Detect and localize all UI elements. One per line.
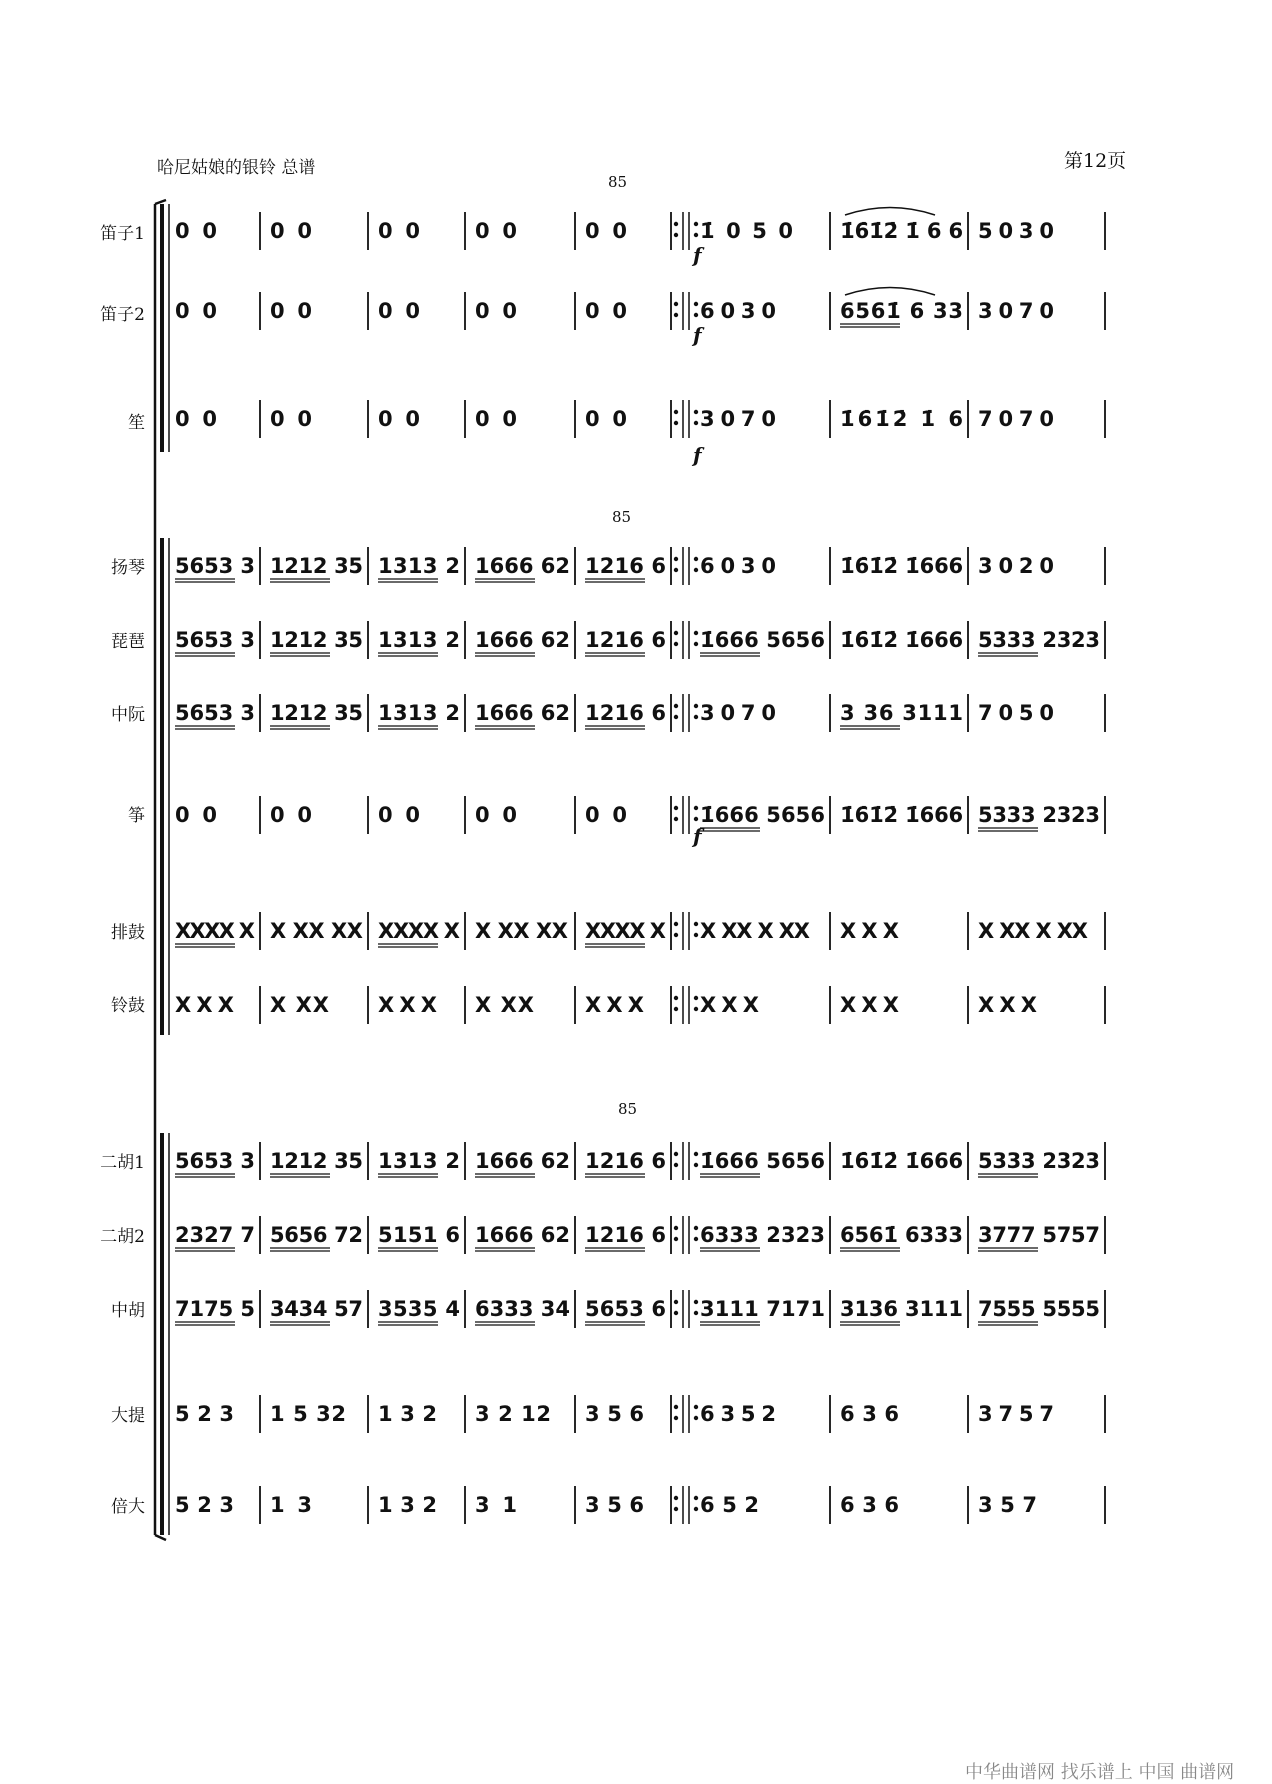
measure-notes: 0 0: [175, 219, 217, 243]
instrument-label: 笛子2: [100, 305, 145, 325]
measure-notes: 0 0: [475, 407, 517, 431]
repeat-dot: [674, 642, 678, 646]
measure-notes: 0 0: [270, 407, 312, 431]
measure-notes: 7 0 5 0: [978, 701, 1054, 725]
measure-notes: 0 0: [378, 407, 420, 431]
measure-notes: 1212 35: [270, 554, 363, 578]
measure-notes: 7175 5: [175, 1297, 255, 1321]
measure-notes: 0 0: [585, 803, 627, 827]
instrument-label: 排鼓: [111, 923, 145, 943]
repeat-dot: [694, 1300, 698, 1304]
measure-notes: 1̇666 5656: [700, 803, 825, 827]
measure-notes: 1216 6: [585, 1149, 666, 1173]
repeat-dot: [694, 1152, 698, 1156]
measure-notes: X XX X XX: [700, 919, 810, 943]
repeat-dot: [674, 922, 678, 926]
repeat-dot: [694, 1237, 698, 1241]
repeat-dot: [674, 817, 678, 821]
repeat-dot: [694, 806, 698, 810]
measure-notes: XXXX X: [175, 919, 255, 943]
repeat-dot: [694, 568, 698, 572]
measure-notes: 1313 2: [378, 701, 460, 725]
measure-notes: 0 0: [270, 299, 312, 323]
measure-notes: 5333 2323: [978, 803, 1100, 827]
instrument-label: 倍大: [111, 1497, 145, 1517]
measure-notes: 3434 57: [270, 1297, 363, 1321]
repeat-dot: [694, 1507, 698, 1511]
measure-notes: 1216 6: [585, 628, 666, 652]
repeat-dot: [674, 313, 678, 317]
dynamic-forte: f: [693, 243, 702, 267]
measure-notes: 3 5 6: [585, 1493, 644, 1517]
measure-notes: 1 3: [270, 1493, 312, 1517]
repeat-dot: [694, 817, 698, 821]
measure-notes: 5333 2323: [978, 628, 1100, 652]
repeat-dot: [694, 421, 698, 425]
repeat-dot: [694, 410, 698, 414]
repeat-dot: [694, 1226, 698, 1230]
measure-notes: 1̇6̇1̇2̇ 1̇666: [840, 803, 964, 827]
measure-notes: X XX: [270, 993, 329, 1017]
measure-notes: 7 0 7 0: [978, 407, 1054, 431]
repeat-dot: [674, 1416, 678, 1420]
repeat-dot: [674, 933, 678, 937]
measure-notes: 0 0: [378, 219, 420, 243]
measure-notes: 1212 35: [270, 701, 363, 725]
measure-notes: 6 3 6: [840, 1402, 899, 1426]
measure-notes: 2327 7: [175, 1223, 255, 1247]
measure-notes: 1 3 2: [378, 1402, 437, 1426]
measure-notes: X XX: [475, 993, 534, 1017]
measure-notes: 3 36 3111: [840, 701, 963, 725]
measure-notes: 6 0 3 0: [700, 554, 776, 578]
measure-notes: 1216 6: [585, 701, 666, 725]
measure-notes: 5333 2323: [978, 1149, 1100, 1173]
measure-notes: X X X: [840, 993, 899, 1017]
measure-notes: 5653 3: [175, 628, 255, 652]
measure-notes: X XX XX: [270, 919, 363, 943]
instrument-label: 铃鼓: [111, 996, 145, 1016]
instrument-label: 笙: [128, 413, 145, 433]
measure-notes: 1̇6̇1̇2̇ 1̇666: [840, 628, 964, 652]
repeat-dot: [694, 222, 698, 226]
measure-notes: 5653 6: [585, 1297, 666, 1321]
measure-notes: 0 0: [475, 803, 517, 827]
instrument-label: 筝: [128, 806, 145, 826]
repeat-dot: [694, 933, 698, 937]
instrument-label: 中阮: [111, 705, 145, 725]
repeat-dot: [694, 642, 698, 646]
repeat-dot: [674, 631, 678, 635]
slur: [845, 208, 935, 216]
measure-notes: 6561̇ 6333: [840, 1223, 963, 1247]
instrument-label: 琵琶: [111, 632, 145, 652]
instrument-label: 二胡1: [100, 1153, 145, 1173]
measure-notes: 5653 3: [175, 701, 255, 725]
measure-notes: 6 0 3 0: [700, 299, 776, 323]
measure-notes: 5 2 3: [175, 1402, 234, 1426]
measure-notes: 1̇6̇1̇2̇ 1̇ 6 6: [840, 219, 964, 243]
repeat-dot: [674, 704, 678, 708]
measure-notes: 5653 3: [175, 1149, 255, 1173]
repeat-dot: [694, 631, 698, 635]
repeat-dot: [694, 996, 698, 1000]
measure-notes: X XX XX: [475, 919, 568, 943]
footer-watermark: 中华曲谱网 找乐谱上 中国 曲谱网: [965, 1762, 1235, 1783]
repeat-dot: [674, 1405, 678, 1409]
measure-notes: 1̇6̇1̇2̇ 1̇666: [840, 1149, 964, 1173]
repeat-dot: [674, 1237, 678, 1241]
instrument-label: 大提: [111, 1406, 145, 1426]
measure-notes: XXXX X: [585, 919, 666, 943]
repeat-dot: [694, 1496, 698, 1500]
measure-notes: 1̇666 5656: [700, 1149, 825, 1173]
measure-notes: 3 1: [475, 1493, 517, 1517]
measure-notes: 3 5 6: [585, 1402, 644, 1426]
measure-notes: 0 0: [175, 299, 217, 323]
measure-notes: 3 5 7: [978, 1493, 1037, 1517]
measure-number: 85: [618, 1100, 638, 1118]
repeat-dot: [674, 1152, 678, 1156]
measure-notes: 1666 62: [475, 701, 570, 725]
measure-notes: 7555 5555: [978, 1297, 1100, 1321]
measure-notes: 0 0: [378, 803, 420, 827]
repeat-dot: [694, 313, 698, 317]
repeat-dot: [694, 1405, 698, 1409]
measure-notes: 3111 7171: [700, 1297, 825, 1321]
measure-notes: 1666 62: [475, 1149, 570, 1173]
measure-notes: X X X: [175, 993, 234, 1017]
repeat-dot: [674, 1163, 678, 1167]
instrument-label: 二胡2: [100, 1227, 145, 1247]
repeat-dot: [674, 1300, 678, 1304]
measure-notes: 0 0: [585, 407, 627, 431]
repeat-dot: [674, 1507, 678, 1511]
repeat-dot: [674, 1311, 678, 1315]
measure-notes: X X X: [700, 993, 759, 1017]
repeat-dot: [694, 1163, 698, 1167]
measure-notes: 1216 6: [585, 1223, 666, 1247]
repeat-dot: [674, 806, 678, 810]
repeat-dot: [674, 302, 678, 306]
repeat-dot: [674, 568, 678, 572]
repeat-dot: [694, 922, 698, 926]
measure-notes: 3136 3111: [840, 1297, 963, 1321]
measure-notes: 6561̇ 6 33: [840, 299, 963, 323]
repeat-dot: [674, 1496, 678, 1500]
measure-notes: 1̇ 0 5 0: [700, 219, 793, 243]
measure-notes: X X X: [978, 993, 1037, 1017]
measure-notes: X X X: [585, 993, 644, 1017]
repeat-dot: [694, 1416, 698, 1420]
measure-notes: 5151 6: [378, 1223, 460, 1247]
repeat-dot: [694, 704, 698, 708]
repeat-dot: [694, 557, 698, 561]
dynamic-forte: f: [693, 323, 702, 347]
measure-number: 85: [608, 173, 628, 191]
measure-notes: 6333 2323: [700, 1223, 825, 1247]
measure-notes: 5 0 3 0: [978, 219, 1054, 243]
measure-notes: 3535 4: [378, 1297, 460, 1321]
measure-notes: 1216 6: [585, 554, 666, 578]
measure-notes: 1313 2: [378, 628, 460, 652]
repeat-dot: [694, 715, 698, 719]
measure-notes: 1313 2: [378, 554, 460, 578]
repeat-dot: [694, 1311, 698, 1315]
measure-notes: 0 0: [175, 407, 217, 431]
page-number: 第12页: [1064, 150, 1127, 172]
repeat-dot: [674, 557, 678, 561]
measure-notes: 1666 62: [475, 1223, 570, 1247]
measure-notes: XXXX X: [378, 919, 460, 943]
measure-notes: 1212 35: [270, 628, 363, 652]
instrument-label: 扬琴: [111, 558, 145, 578]
slur: [845, 288, 935, 296]
measure-notes: 6 5 2: [700, 1493, 759, 1517]
measure-notes: 3 7 5 7: [978, 1402, 1054, 1426]
measure-notes: 3777 5757: [978, 1223, 1100, 1247]
instrument-label: 中胡: [111, 1301, 145, 1321]
measure-notes: X XX X XX: [978, 919, 1088, 943]
dynamic-forte: f: [693, 824, 702, 848]
measure-notes: 3 0 7 0: [700, 701, 776, 725]
measure-notes: 1666 62: [475, 554, 570, 578]
measure-notes: 1212 35: [270, 1149, 363, 1173]
score-title: 哈尼姑娘的银铃 总谱: [157, 158, 316, 178]
measure-notes: 0 0: [475, 299, 517, 323]
measure-notes: 6 3 6: [840, 1493, 899, 1517]
instrument-label: 笛子1: [100, 224, 145, 244]
repeat-dot: [674, 996, 678, 1000]
measure-notes: 1313 2: [378, 1149, 460, 1173]
measure-notes: 5 2 3: [175, 1493, 234, 1517]
measure-notes: 0 0: [378, 299, 420, 323]
dynamic-forte: f: [693, 443, 702, 467]
measure-notes: 1̇6̇1̇2̇ 1̇666: [840, 554, 964, 578]
measure-notes: 1666 62: [475, 628, 570, 652]
measure-notes: 0 0: [175, 803, 217, 827]
repeat-dot: [674, 222, 678, 226]
measure-notes: X X X: [840, 919, 899, 943]
measure-notes: X X X: [378, 993, 437, 1017]
repeat-dot: [674, 1007, 678, 1011]
measure-notes: 5656 72: [270, 1223, 363, 1247]
repeat-dot: [674, 1226, 678, 1230]
measure-notes: 0 0: [585, 219, 627, 243]
repeat-dot: [674, 410, 678, 414]
measure-notes: 0 0: [475, 219, 517, 243]
measure-notes: 5653 3: [175, 554, 255, 578]
repeat-dot: [674, 233, 678, 237]
measure-notes: 0 0: [270, 803, 312, 827]
measure-notes: 6 3 5 2: [700, 1402, 776, 1426]
measure-notes: 3 0 7 0: [700, 407, 776, 431]
repeat-dot: [674, 421, 678, 425]
measure-notes: 1̇6̇1̇2̇ 1̇ 6: [840, 407, 963, 431]
measure-notes: 3 2 12: [475, 1402, 551, 1426]
measure-notes: 0 0: [270, 219, 312, 243]
measure-notes: 1 3 2: [378, 1493, 437, 1517]
measure-notes: 1̇666 5656: [700, 628, 825, 652]
repeat-dot: [694, 302, 698, 306]
measure-notes: 0 0: [585, 299, 627, 323]
measure-notes: 1 5 32: [270, 1402, 346, 1426]
measure-notes: 3 0 7 0: [978, 299, 1054, 323]
repeat-dot: [674, 715, 678, 719]
repeat-dot: [694, 233, 698, 237]
measure-notes: 6333 34: [475, 1297, 570, 1321]
repeat-dot: [694, 1007, 698, 1011]
measure-number: 85: [612, 508, 632, 526]
measure-notes: 3 0 2 0: [978, 554, 1054, 578]
